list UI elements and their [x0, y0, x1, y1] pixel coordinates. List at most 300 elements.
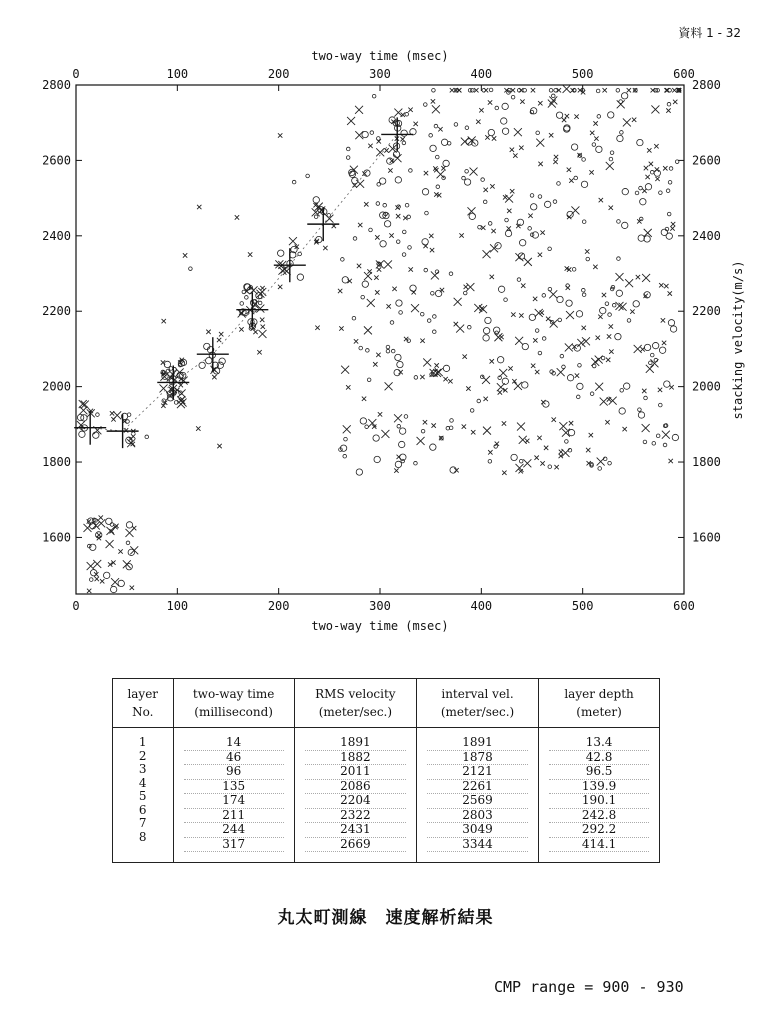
o-marker [638, 235, 644, 241]
o-marker [522, 382, 528, 388]
x-marker [533, 297, 537, 301]
x-marker [546, 317, 550, 321]
x-marker [654, 144, 658, 148]
velocity-table [112, 678, 660, 863]
col-layer-depth [539, 728, 660, 863]
x-marker [617, 100, 625, 108]
table-cell: 3344 [427, 838, 528, 853]
o-marker [352, 316, 356, 320]
o-marker [465, 169, 469, 173]
x-marker [440, 288, 444, 292]
o-marker [643, 440, 647, 444]
x-marker [471, 430, 475, 434]
x-marker [206, 330, 210, 334]
o-marker [556, 112, 562, 118]
o-marker [581, 181, 587, 187]
col-header-time [173, 679, 294, 728]
o-marker [376, 202, 380, 206]
o-marker [601, 356, 605, 360]
x-marker [671, 222, 675, 226]
o-marker [478, 225, 482, 229]
o-marker [582, 293, 586, 297]
o-marker [126, 541, 130, 545]
x-marker [593, 265, 597, 269]
x-marker [474, 88, 478, 92]
o-marker [359, 346, 363, 350]
x-marker [479, 305, 487, 313]
table-cell: 244 [184, 823, 284, 838]
x-marker [459, 233, 463, 237]
o-marker [106, 518, 112, 524]
o-marker [110, 586, 116, 592]
o-marker [127, 413, 131, 417]
table-cell: 2669 [305, 838, 406, 853]
x-marker [606, 358, 610, 362]
x-marker [431, 423, 435, 427]
x-marker [647, 148, 651, 152]
o-marker [615, 333, 621, 339]
o-marker [519, 459, 523, 463]
table-cell: 2086 [305, 780, 406, 795]
o-marker [424, 103, 428, 107]
x-marker [668, 291, 672, 295]
x-marker [535, 370, 539, 374]
o-marker [554, 88, 558, 92]
o-marker [342, 277, 348, 283]
o-marker [652, 442, 656, 446]
o-marker [511, 95, 515, 99]
x-marker [563, 85, 571, 93]
x-marker [413, 122, 417, 126]
x-marker [87, 589, 91, 593]
x-marker [513, 153, 517, 157]
o-marker [656, 434, 660, 438]
x-marker [464, 285, 468, 289]
x-marker [498, 390, 502, 394]
o-marker [327, 214, 331, 218]
o-marker [401, 459, 405, 463]
x-marker [569, 421, 573, 425]
o-marker [502, 378, 508, 384]
x-marker [502, 471, 506, 475]
o-marker [297, 274, 303, 280]
x-marker [651, 105, 659, 113]
o-marker [668, 180, 672, 184]
cmp-range-label: CMP range = 900 - 930 [494, 978, 684, 996]
x-marker [431, 271, 439, 279]
o-marker [441, 139, 447, 145]
plot-frame [76, 85, 684, 594]
x-marker [673, 100, 677, 104]
o-marker [360, 418, 366, 424]
o-marker [379, 178, 385, 184]
col-header-rms [294, 679, 416, 728]
o-marker [485, 317, 491, 323]
o-marker [433, 315, 437, 319]
x-marker [212, 375, 216, 379]
o-marker [384, 221, 390, 227]
o-marker [568, 429, 574, 435]
x-tick-label-bottom: 400 [470, 599, 493, 613]
o-marker [505, 218, 509, 222]
o-marker [576, 311, 582, 317]
x-marker [256, 305, 264, 313]
x-marker [598, 315, 602, 319]
o-marker [542, 294, 546, 298]
x-marker [253, 330, 257, 334]
o-marker [623, 383, 629, 389]
x-marker [381, 430, 389, 438]
o-marker [557, 182, 561, 186]
x-marker [586, 448, 590, 452]
x-marker [368, 144, 372, 148]
o-marker [372, 94, 376, 98]
x-marker [466, 386, 470, 390]
x-marker [341, 366, 349, 374]
o-marker [622, 222, 628, 228]
o-marker [619, 408, 625, 414]
o-marker [429, 134, 433, 138]
x-marker [485, 135, 489, 139]
o-marker [586, 257, 590, 261]
x-marker [362, 397, 366, 401]
o-marker [126, 522, 132, 528]
x-marker [666, 108, 670, 112]
x-marker [278, 133, 282, 137]
x-tick-label-top: 100 [166, 67, 189, 81]
o-marker [571, 144, 577, 150]
o-marker [380, 241, 386, 247]
o-marker [560, 354, 564, 358]
o-marker [483, 327, 489, 333]
y-tick-label-left: 1800 [42, 455, 71, 470]
y-tick-label-left: 2200 [42, 304, 71, 319]
x-marker [549, 290, 557, 298]
table-cell: 1 [138, 735, 147, 749]
x-marker [408, 108, 412, 112]
o-marker [430, 145, 436, 151]
x-marker [554, 155, 558, 159]
figure-caption: 丸太町測線 速度解析結果 [277, 908, 494, 928]
x-marker [479, 108, 483, 112]
o-marker [79, 431, 85, 437]
o-marker [620, 131, 624, 135]
header-line: RMS velocity [315, 687, 396, 701]
x-marker [375, 235, 379, 239]
o-marker [145, 435, 149, 439]
o-marker [493, 327, 499, 333]
x-marker [536, 139, 544, 147]
x-marker [95, 577, 99, 581]
x-marker [596, 336, 600, 340]
o-marker [621, 93, 627, 99]
o-marker [386, 349, 390, 353]
x-marker [219, 332, 223, 336]
x-marker [538, 162, 542, 166]
o-marker [414, 461, 418, 465]
x-marker [606, 162, 614, 170]
o-marker [369, 228, 373, 232]
o-marker [395, 354, 401, 360]
o-marker [395, 177, 401, 183]
x-marker [196, 426, 200, 430]
o-marker [383, 203, 387, 207]
o-marker [402, 230, 406, 234]
o-marker [553, 200, 557, 204]
o-marker [548, 465, 552, 469]
o-marker [608, 112, 614, 118]
table-cell: 292.2 [549, 823, 649, 838]
o-marker [562, 365, 566, 369]
x-marker [548, 100, 556, 108]
x-marker [510, 148, 514, 152]
o-marker [477, 399, 481, 403]
x-marker [502, 421, 506, 425]
o-marker [488, 222, 492, 226]
x-marker [323, 246, 327, 250]
o-marker [405, 112, 409, 116]
x-marker [642, 274, 650, 282]
col-interval-velocity [416, 728, 538, 863]
o-marker [488, 459, 492, 463]
o-marker [391, 349, 395, 353]
o-marker [576, 395, 580, 399]
o-marker [617, 220, 621, 224]
x-marker [385, 382, 393, 390]
header-line: (meter/sec.) [318, 705, 393, 719]
o-marker [529, 314, 535, 320]
x-marker [438, 127, 442, 131]
x-tick-label-top: 200 [267, 67, 290, 81]
o-marker [538, 195, 542, 199]
o-marker [343, 454, 347, 458]
o-marker [96, 413, 100, 417]
x-marker [566, 286, 570, 290]
page-reference: 資料 1 - 32 [678, 26, 741, 40]
x-marker [521, 283, 525, 287]
o-marker [574, 176, 578, 180]
o-marker [481, 178, 485, 182]
o-marker [530, 194, 534, 198]
o-marker [616, 290, 622, 296]
x-marker [594, 136, 598, 140]
x-marker [524, 258, 532, 266]
o-marker [424, 268, 428, 272]
x-marker [423, 420, 427, 424]
table-cell: 13.4 [549, 736, 649, 751]
o-marker [395, 461, 401, 467]
table-cell: 3049 [427, 823, 528, 838]
o-marker [278, 250, 284, 256]
o-marker [422, 239, 428, 245]
x-marker [672, 88, 676, 92]
x-marker [565, 114, 569, 118]
x-marker [662, 431, 670, 439]
o-marker [590, 392, 594, 396]
x-axis-title-bottom: two-way time (msec) [311, 619, 449, 633]
x-marker [642, 424, 650, 432]
x-axis-title-top: two-way time (msec) [311, 49, 449, 63]
table-cell: 190.1 [549, 794, 649, 809]
table-cell: 3 [138, 762, 147, 776]
o-marker [390, 321, 394, 325]
x-marker [634, 345, 642, 353]
o-marker [394, 369, 400, 375]
y-tick-label-left: 2800 [42, 78, 71, 92]
x-marker [431, 99, 435, 103]
o-marker [483, 200, 487, 204]
o-marker [644, 344, 650, 350]
x-tick-label-bottom: 200 [267, 599, 290, 613]
x-marker [659, 283, 663, 287]
x-marker [388, 168, 392, 172]
o-marker [616, 88, 620, 92]
o-marker [443, 160, 449, 166]
o-marker [386, 345, 390, 349]
o-marker [650, 353, 654, 357]
x-marker [642, 389, 646, 393]
o-marker [596, 146, 602, 152]
o-marker [670, 326, 676, 332]
o-marker [567, 375, 573, 381]
x-marker [514, 382, 522, 390]
x-marker [409, 267, 413, 271]
header-line: interval vel. [441, 687, 514, 701]
x-marker [106, 527, 114, 535]
col-header-depth [539, 679, 660, 728]
x-marker [389, 233, 393, 237]
x-marker [429, 234, 433, 238]
o-marker [654, 170, 660, 176]
x-marker [386, 304, 390, 308]
x-marker [557, 368, 565, 376]
o-marker [373, 435, 379, 441]
o-marker [402, 253, 406, 257]
o-marker [110, 523, 114, 527]
o-marker [582, 158, 586, 162]
x-marker [497, 383, 505, 391]
table-cell: 317 [184, 838, 284, 853]
x-marker [554, 465, 558, 469]
x-marker [664, 284, 668, 288]
x-marker [540, 230, 544, 234]
table-body-row [113, 728, 660, 863]
o-marker [463, 291, 467, 295]
x-marker [430, 248, 434, 252]
x-marker [339, 326, 343, 330]
header-line: two-way time [192, 687, 275, 701]
y-tick-label-right: 2200 [692, 304, 721, 319]
o-marker [640, 199, 646, 205]
x-marker [609, 349, 613, 353]
x-marker [256, 290, 264, 298]
x-marker [622, 427, 626, 431]
y-tick-label-left: 2400 [42, 228, 71, 243]
table-cell: 4 [138, 775, 147, 790]
x-marker [531, 88, 535, 92]
o-marker [431, 291, 435, 295]
o-marker [544, 201, 550, 207]
o-marker [93, 432, 99, 438]
o-marker [582, 288, 586, 292]
o-marker [454, 123, 458, 127]
x-marker [454, 298, 462, 306]
x-tick-label-bottom: 300 [369, 599, 391, 613]
o-marker [362, 131, 368, 137]
x-marker [488, 100, 492, 104]
x-marker [615, 273, 623, 281]
o-marker [543, 401, 549, 407]
o-marker [675, 160, 679, 164]
table-cell: 96.5 [549, 765, 649, 780]
x-marker [662, 341, 666, 345]
x-marker [99, 515, 103, 519]
o-marker [240, 302, 244, 306]
x-marker [325, 215, 333, 223]
x-tick-label-bottom: 600 [673, 599, 695, 613]
x-marker [670, 226, 674, 230]
o-marker [436, 185, 440, 189]
o-marker [396, 300, 402, 306]
x-marker [417, 437, 425, 445]
y-tick-label-right: 1800 [692, 455, 721, 470]
o-marker [425, 211, 429, 215]
x-marker [131, 434, 135, 438]
x-marker [533, 338, 537, 342]
o-marker [511, 454, 517, 460]
x-marker [364, 202, 368, 206]
o-marker [405, 203, 409, 207]
o-marker [637, 139, 643, 145]
x-marker [450, 88, 454, 92]
y-tick-label-left: 2600 [42, 153, 71, 168]
x-marker [483, 188, 487, 192]
x-marker [508, 366, 512, 370]
o-marker [672, 434, 678, 440]
o-marker [635, 191, 639, 195]
x-marker [411, 304, 419, 312]
x-marker [482, 376, 490, 384]
x-marker [434, 363, 438, 367]
x-marker [567, 168, 571, 172]
col-header-layer [113, 679, 174, 728]
x-marker [589, 170, 593, 174]
x-marker [461, 138, 469, 146]
x-marker [632, 118, 636, 122]
table-cell: 2431 [305, 823, 406, 838]
o-marker [344, 437, 348, 441]
x-marker [424, 171, 428, 175]
o-marker [610, 151, 614, 155]
o-marker [649, 361, 653, 365]
x-marker [483, 397, 487, 401]
o-marker [90, 569, 96, 575]
x-marker [534, 456, 538, 460]
x-marker [162, 319, 166, 323]
x-marker [343, 425, 351, 433]
x-marker [355, 106, 363, 114]
x-marker [658, 388, 662, 392]
table-cell: 135 [184, 780, 284, 795]
x-marker [483, 427, 491, 435]
table-cell: 2322 [305, 809, 406, 824]
o-marker [488, 129, 494, 135]
x-marker [356, 180, 364, 188]
o-marker [609, 157, 613, 161]
y-tick-label-right: 2600 [692, 153, 721, 168]
x-marker [160, 384, 168, 392]
x-marker [574, 114, 578, 118]
